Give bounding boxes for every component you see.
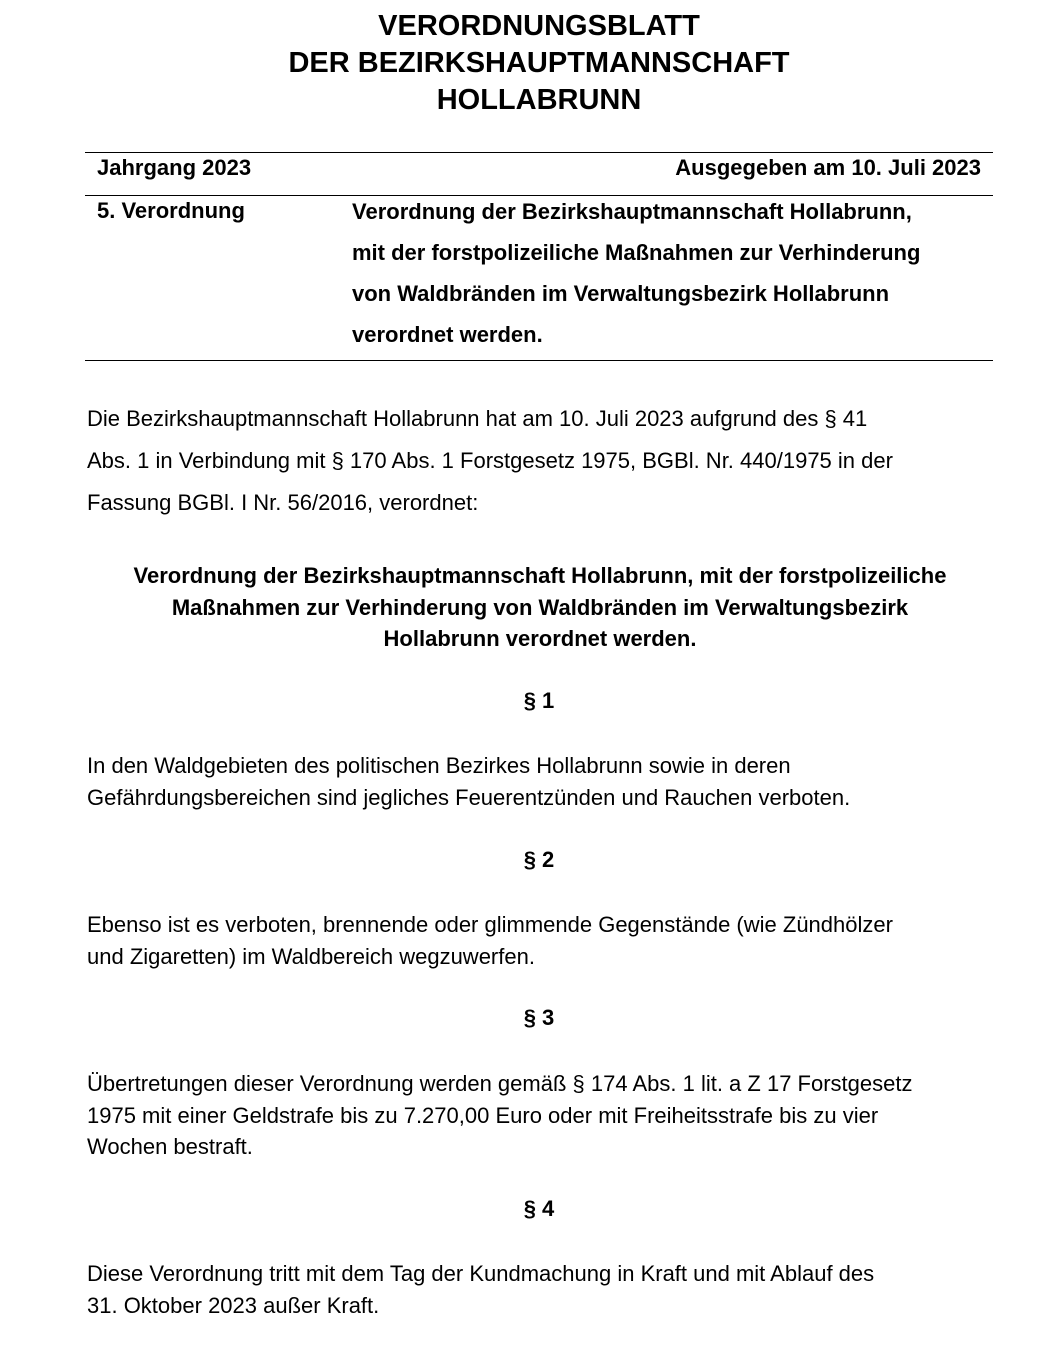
regulation-heading [80, 560, 1000, 655]
divider-top [85, 152, 993, 153]
section-line: und Zigaretten) im Waldbereich wegzuwerfen. [87, 944, 535, 969]
section-line: 31. Oktober 2023 außer Kraft. [87, 1293, 380, 1318]
regulation-title-line: Verordnung der Bezirkshauptmannschaft Hollabrunn, [352, 199, 912, 224]
section-line: Gefährdungsbereichen sind jegliches Feuerentzünden und Rauchen verboten. [87, 785, 851, 810]
section-2-heading: § 2 [523, 847, 555, 872]
section-line: Ebenso ist es verboten, brennende oder glimmende Gegenstände (wie Zündhölzer [87, 912, 893, 937]
regulation-title-line: verordnet werden. [352, 322, 543, 347]
section-line: Wochen bestraft. [87, 1134, 253, 1159]
section-4-text [87, 1258, 997, 1322]
regulation-heading-line: Hollabrunn verordnet werden. [383, 626, 697, 651]
issue-date: Ausgegeben am 10. Juli 2023 [675, 155, 981, 180]
section-3-heading: § 3 [523, 1005, 555, 1030]
divider-bottom [85, 360, 993, 361]
regulation-title-line: von Waldbränden im Verwaltungsbezirk Hollabrunn [352, 281, 890, 306]
intro-line: Die Bezirkshauptmannschaft Hollabrunn hat am 10. Juli 2023 aufgrund des § 41 [87, 406, 868, 431]
section-line: Diese Verordnung tritt mit dem Tag der Kundmachung in Kraft und mit Ablauf des [87, 1261, 875, 1286]
regulation-title-line: mit der forstpolizeiliche Maßnahmen zur Verhinderung [352, 240, 921, 265]
section-4-heading: § 4 [523, 1196, 555, 1221]
section-line: 1975 mit einer Geldstrafe bis zu 7.270,00 Euro oder mit Freiheitsstrafe bis zu vier [87, 1102, 879, 1128]
document-title-line-3: HOLLABRUNN [436, 84, 642, 116]
regulation-heading-line: Maßnahmen zur Verhinderung von Waldbränden im Verwaltungsbezirk [171, 594, 909, 620]
volume-year: Jahrgang 2023 [97, 155, 252, 180]
section-3-text [87, 1068, 997, 1163]
regulation-title [352, 191, 992, 355]
regulation-heading-line: Verordnung der Bezirkshauptmannschaft Hollabrunn, mit der forstpolizeiliche [133, 563, 947, 588]
intro-line: Fassung BGBl. I Nr. 56/2016, verordnet: [87, 490, 479, 515]
document-title-line-2: DER BEZIRKSHAUPTMANNSCHAFT [288, 47, 790, 79]
section-2-text [87, 909, 997, 973]
section-1-text [87, 750, 997, 814]
section-line: In den Waldgebieten des politischen Bezirkes Hollabrunn sowie in deren [87, 753, 791, 778]
intro-line: Abs. 1 in Verbindung mit § 170 Abs. 1 Forstgesetz 1975, BGBl. Nr. 440/1975 in der [87, 448, 893, 473]
section-1-heading: § 1 [523, 688, 555, 713]
document-title-line-1: VERORDNUNGSBLATT [378, 10, 700, 42]
regulation-number: 5. Verordnung [97, 198, 245, 223]
section-line: Übertretungen dieser Verordnung werden gemäß § 174 Abs. 1 lit. a Z 17 Forstgesetz [87, 1071, 913, 1096]
intro-paragraph [87, 398, 997, 524]
